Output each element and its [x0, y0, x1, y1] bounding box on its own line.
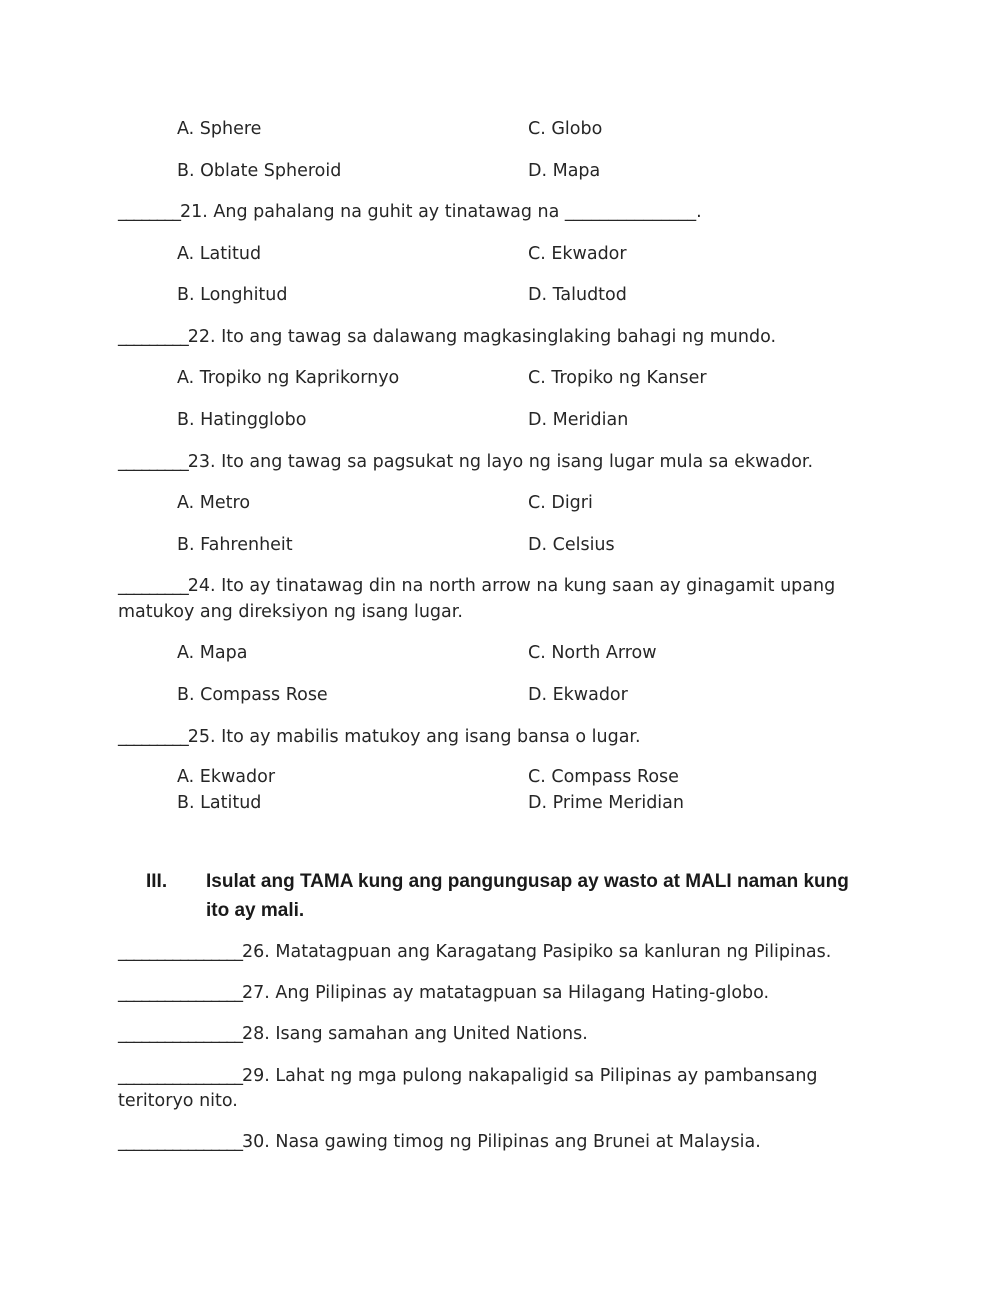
question-text: 24. Ito ay tinatawag din na north arrow na kung saan ay ginagamit upang [187, 576, 836, 596]
question-24 [118, 575, 835, 597]
answer-blank[interactable]: ________________ [118, 1024, 242, 1044]
q20-option-d: D. Mapa [528, 161, 601, 181]
q23-option-a: A. Metro [177, 493, 251, 513]
statement-text: 27. Ang Pilipinas ay matatagpuan sa Hilagang Hating-globo. [242, 983, 770, 1003]
statement-text: 28. Isang samahan ang United Nations. [242, 1024, 588, 1044]
question-22 [118, 326, 776, 348]
answer-blank[interactable]: _________ [118, 327, 188, 347]
q24-option-c: C. North Arrow [528, 643, 657, 663]
statement-text: 30. Nasa gawing timog ng Pilipinas ang Brunei at Malaysia. [242, 1132, 761, 1152]
q20-option-b: B. Oblate Spheroid [177, 161, 342, 181]
q21-option-b: B. Longhitud [177, 285, 288, 305]
question-25 [118, 726, 641, 748]
q23-option-d: D. Celsius [528, 535, 615, 555]
question-text: 21. Ang pahalang na guhit ay tinatawag na _______________. [180, 202, 702, 222]
statement-text: 29. Lahat ng mga pulong nakapaligid sa Pilipinas ay pambansang [242, 1066, 818, 1086]
q25-option-a: A. Ekwador [177, 767, 276, 787]
tf-item-29-continuation: teritoryo nito. [118, 1091, 238, 1111]
q25-option-c: C. Compass Rose [528, 767, 679, 787]
q21-option-d: D. Taludtod [528, 285, 627, 305]
question-text: 23. Ito ang tawag sa pagsukat ng layo ng isang lugar mula sa ekwador. [187, 452, 814, 472]
answer-blank[interactable]: ________________ [118, 942, 242, 962]
answer-blank[interactable]: _________ [118, 452, 188, 472]
q20-option-a: A. Sphere [177, 119, 262, 139]
question-text: 22. Ito ang tawag sa dalawang magkasinglaking bahagi ng mundo. [187, 327, 777, 347]
answer-blank[interactable]: ________________ [118, 1066, 242, 1086]
tf-item-29 [118, 1065, 818, 1087]
q22-option-b: B. Hatingglobo [177, 410, 307, 430]
tf-item-26 [118, 941, 831, 963]
answer-blank[interactable]: ________________ [118, 983, 242, 1003]
answer-blank[interactable]: _________ [118, 576, 188, 596]
question-21 [118, 201, 702, 223]
answer-blank[interactable]: ________________ [118, 1132, 242, 1152]
q22-option-c: C. Tropiko ng Kanser [528, 368, 707, 388]
q25-option-d: D. Prime Meridian [528, 793, 684, 813]
q23-option-c: C. Digri [528, 493, 593, 513]
q22-option-d: D. Meridian [528, 410, 629, 430]
q24-option-a: A. Mapa [177, 643, 248, 663]
q21-option-c: C. Ekwador [528, 244, 627, 264]
question-23 [118, 451, 813, 473]
tf-item-30 [118, 1131, 761, 1153]
q21-option-a: A. Latitud [177, 244, 262, 264]
answer-blank[interactable]: _________ [118, 727, 188, 747]
tf-item-27 [118, 982, 769, 1004]
q23-option-b: B. Fahrenheit [177, 535, 293, 555]
answer-blank[interactable]: ________ [118, 202, 180, 222]
section-number: III. [146, 871, 168, 892]
statement-text: 26. Matatagpuan ang Karagatang Pasipiko sa kanluran ng Pilipinas. [242, 942, 832, 962]
question-text: 25. Ito ay mabilis matukoy ang isang bansa o lugar. [187, 727, 641, 747]
q25-option-b: B. Latitud [177, 793, 262, 813]
section-instruction: Isulat ang TAMA kung ang pangungusap ay wasto at MALI naman kung ito ay mali. [206, 871, 849, 921]
question-24-continuation: matukoy ang direksiyon ng isang lugar. [118, 602, 463, 622]
q22-option-a: A. Tropiko ng Kaprikornyo [177, 368, 400, 388]
q20-option-c: C. Globo [528, 119, 603, 139]
tf-item-28 [118, 1023, 588, 1045]
q24-option-b: B. Compass Rose [177, 685, 328, 705]
q24-option-d: D. Ekwador [528, 685, 628, 705]
